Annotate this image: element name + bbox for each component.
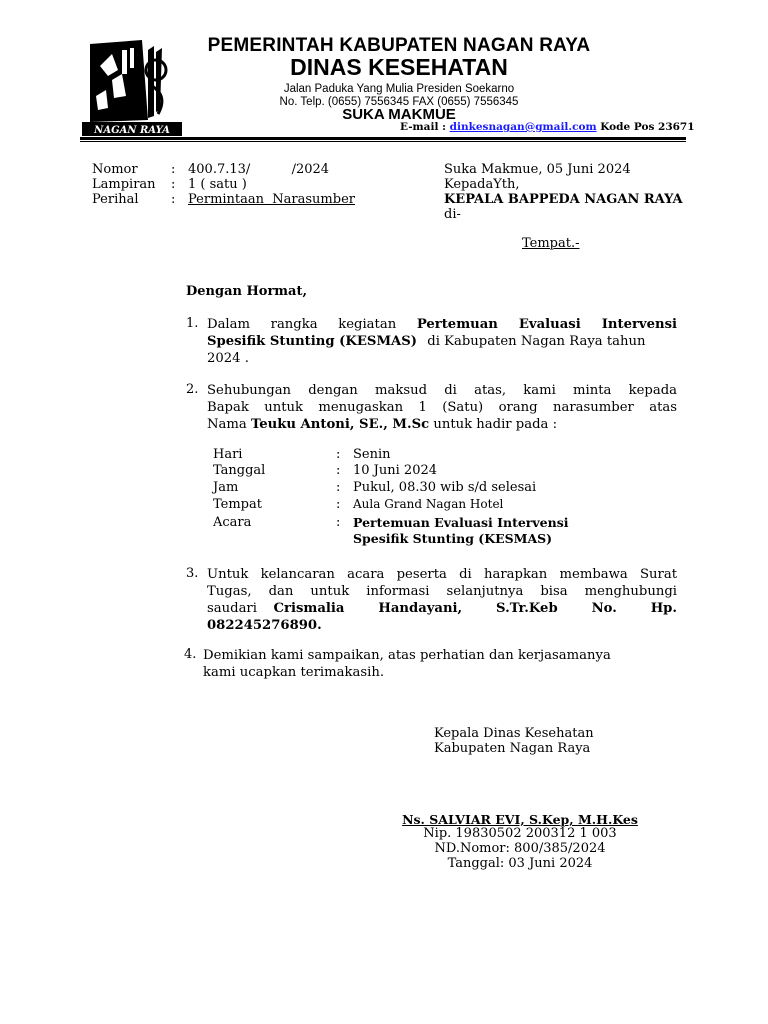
schedule-label: Jam: [213, 480, 239, 495]
item-4-text: Demikian kami sampaikan, atas perhatian dan kerjasamanya kami ucapkan terimakasih.: [203, 648, 611, 680]
lampiran-colon: :: [171, 177, 176, 192]
place-date: Suka Makmue, 05 Juni 2024: [444, 162, 631, 177]
nomor-label: Nomor: [92, 162, 138, 177]
salutation: Dengan Hormat,: [186, 284, 307, 299]
email-link[interactable]: dinkesnagan@gmail.com: [449, 121, 597, 133]
lampiran-value: 1 ( satu ): [188, 177, 247, 192]
signatory-region: Kabupaten Nagan Raya: [434, 741, 591, 756]
office-address: Jalan Paduka Yang Mulia Presiden Soekarno: [283, 83, 515, 95]
nomor-value: 400.7.13/ /2024: [188, 162, 330, 177]
office-city: SUKA MAKMUE: [342, 106, 456, 123]
recipient-di: di-: [444, 207, 461, 222]
schedule-label: Tanggal: [213, 463, 266, 478]
postal-code: Kode Pos 23671: [600, 121, 695, 133]
email-label: E-mail :: [400, 121, 446, 133]
perihal-colon: :: [171, 192, 176, 207]
schedule-label: Tempat: [213, 497, 262, 512]
email-line: [400, 121, 695, 133]
item-1-number: 1.: [186, 316, 199, 331]
perihal-label: Perihal: [92, 192, 139, 207]
item-3-number: 3.: [186, 566, 199, 581]
office-phone: No. Telp. (0655) 7556345 FAX (0655) 7556345: [279, 96, 519, 108]
signatory-title: Kepala Dinas Kesehatan: [434, 726, 594, 741]
recipient-place: Tempat.-: [522, 236, 580, 251]
perihal-value: Permintaan Narasumber: [188, 192, 355, 207]
header-rule-thin: [80, 141, 686, 142]
schedule-label: Acara: [213, 515, 252, 530]
schedule-value: Senin: [353, 447, 391, 462]
signatory-name: Ns. SALVIAR EVI, S.Kep, M.H.Kes: [402, 812, 638, 827]
schedule-colon: :: [336, 447, 341, 462]
schedule-value: Pukul, 08.30 wib s/d selesai: [353, 480, 537, 495]
item-2-text: Sehubungan dengan maksud di atas, kami minta kepada Bapak untuk menugaskan 1 (Satu) orang narasumber atas Nama Teuku Antoni, SE., M.Sc untuk hadir pada :: [207, 383, 677, 432]
nd-date: Tanggal: 03 Juni 2024: [447, 856, 593, 871]
office-name: DINAS KESEHATAN: [290, 54, 508, 80]
schedule-label: Hari: [213, 447, 243, 462]
schedule-colon: :: [336, 497, 341, 512]
signatory-nip: Nip. 19830502 200312 1 003: [423, 826, 617, 841]
lampiran-label: Lampiran: [92, 177, 156, 192]
header-rule-thick: [80, 137, 686, 140]
logo-text: NAGAN RAYA: [94, 125, 170, 136]
nagan-raya-logo: [82, 36, 182, 136]
schedule-colon: :: [336, 480, 341, 495]
schedule-colon: :: [336, 515, 341, 530]
schedule-colon: :: [336, 463, 341, 478]
kepada-yth: KepadaYth,: [444, 177, 520, 192]
schedule-value: Pertemuan Evaluasi Intervensi: [353, 515, 569, 530]
recipient-name: KEPALA BAPPEDA NAGAN RAYA: [444, 192, 683, 207]
item-4-number: 4.: [184, 647, 197, 662]
item-1-text: Dalam rangka kegiatan Pertemuan Evaluasi Intervensi Spesifik Stunting (KESMAS) di Kabupaten Nagan Raya tahun 2024 .: [207, 317, 677, 366]
item-2-number: 2.: [186, 382, 199, 397]
nomor-colon: :: [171, 162, 176, 177]
schedule-value: Aula Grand Nagan Hotel: [353, 497, 504, 511]
schedule-value-line2: Spesifik Stunting (KESMAS): [353, 531, 553, 546]
government-name: PEMERINTAH KABUPATEN NAGAN RAYA: [207, 35, 591, 56]
nd-number: ND.Nomor: 800/385/2024: [434, 841, 606, 856]
item-3-text: Untuk kelancaran acara peserta di harapkan membawa Surat Tugas, dan untuk informasi selanjutnya bisa menghubungi saudari Crismalia Handayani, S.Tr.Keb No. Hp. 082245276890.: [207, 567, 677, 633]
schedule-value: 10 Juni 2024: [353, 463, 438, 478]
